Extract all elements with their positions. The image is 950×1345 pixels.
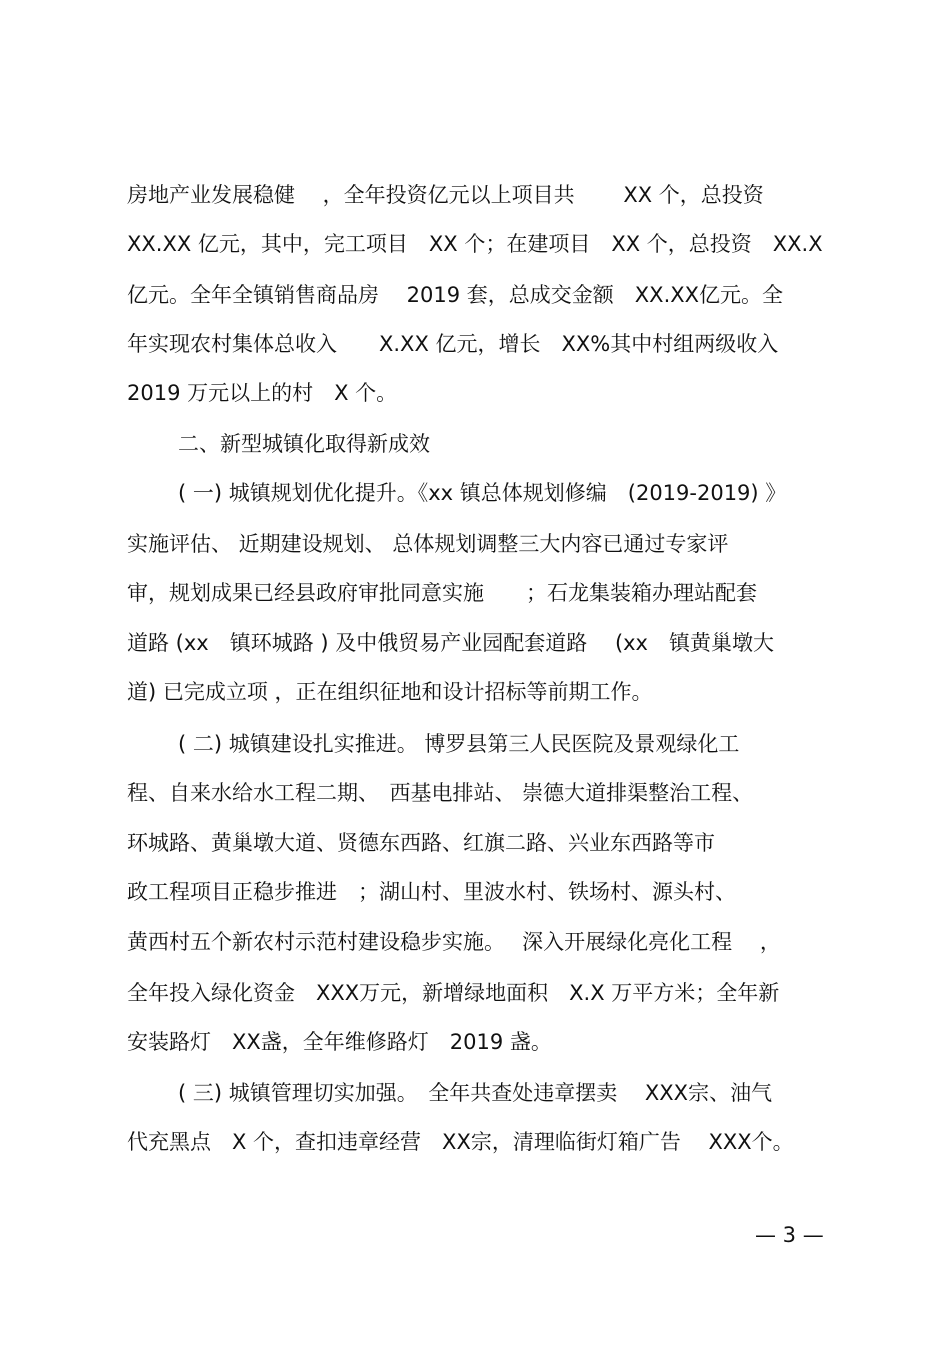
section-heading: 二、新型城镇化取得新成效 <box>178 432 430 456</box>
text-line: 环城路、黄巢墩大道、贤德东西路、红旗二路、兴业东西路等市 <box>127 831 715 855</box>
text-line: XX.XX 亿元，其中，完工项目 XX 个；在建项目 XX 个，总投资 XX.X <box>127 232 823 256</box>
text-line: 道路 (xx 镇环城路 ) 及中俄贸易产业园配套道路 (xx 镇黄巢墩大 <box>127 631 774 655</box>
text-line: 亿元。全年全镇销售商品房 2019 套，总成交金额 XX.XX亿元。全 <box>127 283 784 307</box>
text-line: 审，规划成果已经县政府审批同意实施 ；石龙集装箱办理站配套 <box>127 581 757 605</box>
text-line: 程、自来水给水工程二期、 西基电排站、 崇德大道排渠整治工程、 <box>127 781 754 805</box>
text-line: 代充黑点 X 个，查扣违章经营 XX宗，清理临街灯箱广告 XXX个。 <box>127 1130 794 1154</box>
text-line: 安装路灯 XX盏，全年维修路灯 2019 盏。 <box>127 1030 552 1054</box>
text-line: 全年投入绿化资金 XXX万元，新增绿地面积 X.X 万平方米；全年新 <box>127 981 780 1005</box>
text-line: ( 二) 城镇建设扎实推进。 博罗县第三人民医院及景观绿化工 <box>178 732 740 756</box>
text-line: 实施评估、 近期建设规划、 总体规划调整三大内容已通过专家评 <box>127 532 729 556</box>
text-line: 房地产业发展稳健 ，全年投资亿元以上项目共 XX 个，总投资 <box>127 183 764 207</box>
text-line: 年实现农村集体总收入 X.XX 亿元，增长 XX%其中村组两级收入 <box>127 332 779 356</box>
text-line: ( 一) 城镇规划优化提升。《xx 镇总体规划修编 (2019-2019) 》 <box>178 481 787 505</box>
text-line: 2019 万元以上的村 X 个。 <box>127 381 398 405</box>
text-line: 政工程项目正稳步推进 ；湖山村、里波水村、铁场村、源头村、 <box>127 880 736 904</box>
text-line: 黄西村五个新农村示范村建设稳步实施。 深入开展绿化亮化工程 ， <box>127 930 781 954</box>
text-line: 道) 已完成立项 ，正在组织征地和设计招标等前期工作。 <box>127 680 653 704</box>
page-number: — 3 — <box>755 1223 824 1247</box>
text-line: ( 三) 城镇管理切实加强。 全年共查处违章摆卖 XXX宗、油气 <box>178 1081 773 1105</box>
